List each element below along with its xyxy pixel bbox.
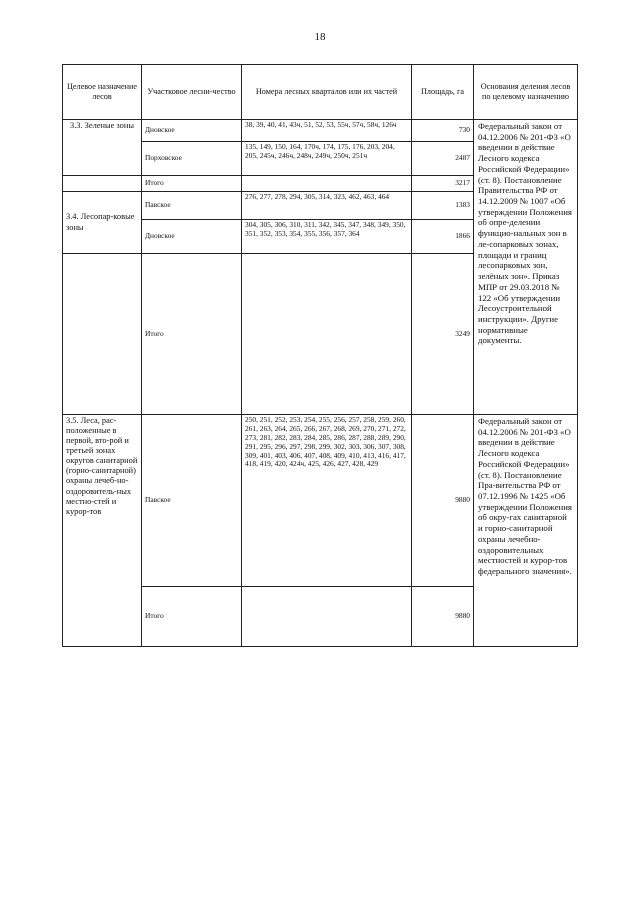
- total-area: 3217: [412, 176, 474, 192]
- table-row: [63, 415, 578, 587]
- header-purpose: Целевое назначение лесов: [63, 65, 142, 120]
- area-cell: 730: [412, 120, 474, 142]
- total-label: Итого: [142, 587, 242, 647]
- district-cell: Павское: [142, 192, 242, 220]
- district-cell: Дновское: [142, 120, 242, 142]
- quarters-cell: 38, 39, 40, 41, 43ч, 51, 52, 53, 55ч, 57ч, 58ч, 126ч: [242, 120, 412, 142]
- quarters-cell: 304, 305, 306, 310, 311, 342, 345, 347, 348, 349, 350, 351, 352, 353, 354, 355, 356, 357, 364: [242, 220, 412, 254]
- total-label: Итого: [142, 176, 242, 192]
- basis-cell: Федеральный закон от 04.12.2006 № 201-ФЗ «О введении в действие Лесного кодекса Российской Федерации» (ст. 8). Постановление Правительства РФ от 14.12.2009 № 1007 «Об утверждении Положения об опре-делении функцио-нальных зон в ле-сопарковых зонах, площади и границ лесопарковых зон, зелёных зон». Приказ МПР от 29.03.2018 № 122 «Об утверждении Лесоустроительной инструкции». Другие нормативные документы.: [474, 120, 578, 415]
- total-area: 3249: [412, 254, 474, 415]
- forest-purpose-table: [62, 64, 578, 647]
- purpose-cell: 3.3. Зеленые зоны: [63, 120, 142, 176]
- district-cell: Павское: [142, 415, 242, 587]
- table-row: [63, 120, 578, 142]
- header-basis: Основания деления лесов по целевому назначению: [474, 65, 578, 120]
- header-quarters: Номера лесных кварталов или их частей: [242, 65, 412, 120]
- total-label: Итого: [142, 254, 242, 415]
- quarters-cell: 250, 251, 252, 253, 254, 255, 256, 257, 258, 259, 260, 261, 263, 264, 265, 266, 267, 268, 269, 270, 271, 272, 273, 281, 282, 283, 284, 285, 286, 287, 288, 289, 290, 291, 295, 296, 297, 298, 299, 302, 303, 306, 307, 308, 309, 401, 403, 406, 407, 408, 409, 410, 413, 416, 417, 418, 419, 420, 424ч, 425, 426, 427, 428, 429: [242, 415, 412, 587]
- district-cell: Порховское: [142, 142, 242, 176]
- purpose-cell: 3.5. Леса, рас-положенные в первой, вто-рой и третьей зонах округов санитарной (горно-санитарной) охраны лечеб-но-оздоровитель-ных местно-стей и курор-тов: [63, 415, 142, 647]
- district-cell: Дновское: [142, 220, 242, 254]
- area-cell: 2487: [412, 142, 474, 176]
- total-area: 9880: [412, 587, 474, 647]
- basis-cell: Федеральный закон от 04.12.2006 № 201-ФЗ «О введении в действие Лесного кодекса Российской Федерации» (ст. 8). Постановление Пра-вительства РФ от 07.12.1996 № 1425 «Об утверждении Положения об окру-гах санитарной и горно-санитарной охраны лечебно-оздоровительных местностей и курор-тов федерального значения».: [474, 415, 578, 647]
- header-row: [63, 65, 578, 120]
- area-cell: 9880: [412, 415, 474, 587]
- page-number: 18: [314, 31, 326, 43]
- purpose-cell: 3.4. Лесопар-ковые зоны: [63, 192, 142, 254]
- area-cell: 1866: [412, 220, 474, 254]
- header-area: Площадь, га: [412, 65, 474, 120]
- header-district: Участковое лесни-чество: [142, 65, 242, 120]
- area-cell: 1383: [412, 192, 474, 220]
- quarters-cell: 276, 277, 278, 294, 305, 314, 323, 462, 463, 464: [242, 192, 412, 220]
- quarters-cell: 135, 149, 150, 164, 170ч, 174, 175, 176, 203, 204, 205, 245ч, 246ч, 248ч, 249ч, 250ч, 251ч: [242, 142, 412, 176]
